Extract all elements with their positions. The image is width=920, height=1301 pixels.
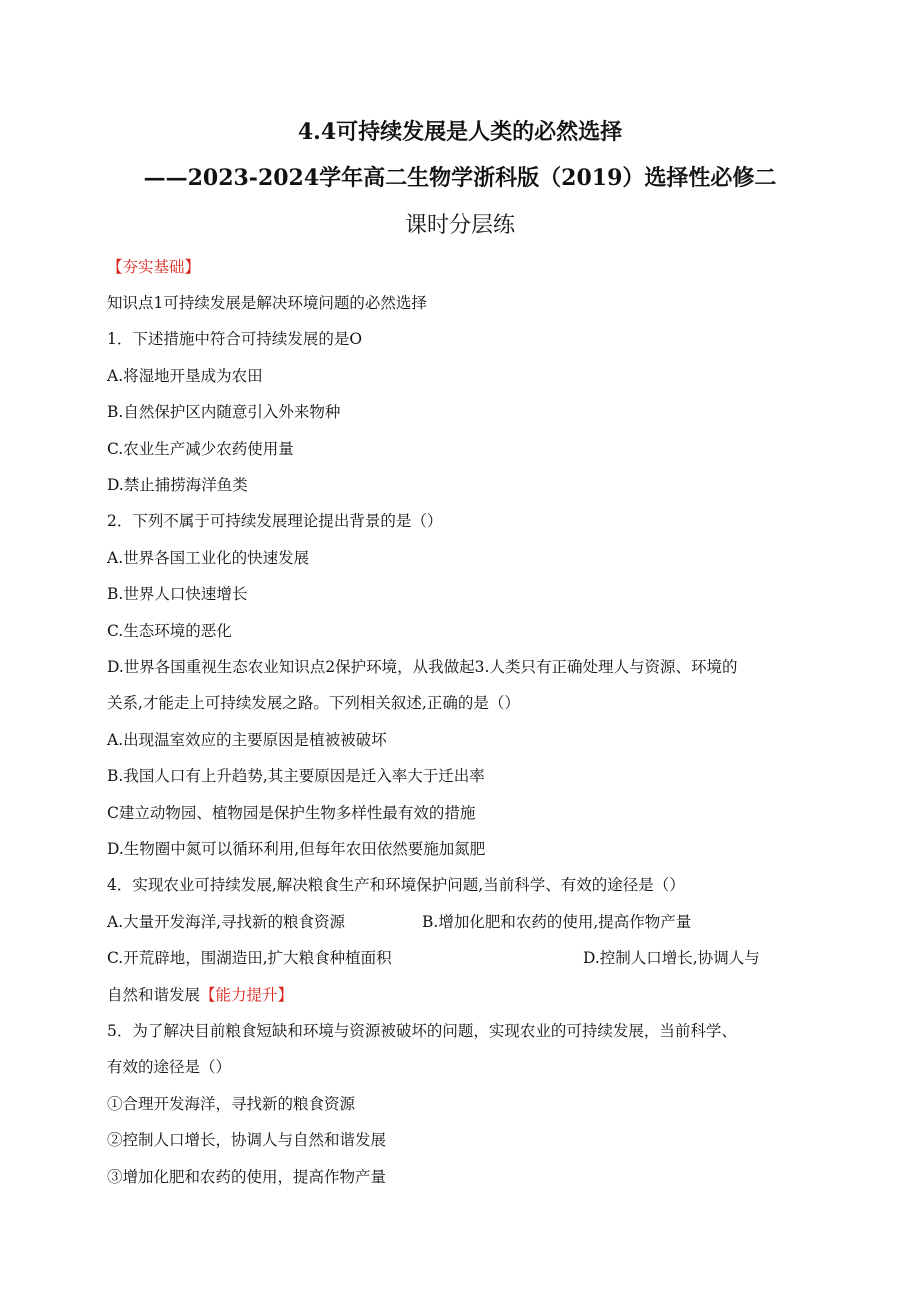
question-2-option-b: B.世界人口快速增长 bbox=[107, 585, 248, 603]
knowledge-point-1: 知识点1可持续发展是解决环境问题的必然选择 bbox=[107, 294, 427, 312]
question-3-option-d: D.生物圈中氮可以循环利用,但每年农田依然要施加氮肥 bbox=[107, 840, 486, 858]
question-3-stem: 关系,才能走上可持续发展之路。下列相关叙述,正确的是（） bbox=[107, 694, 520, 712]
section-basic-heading: 【夯实基础】 bbox=[107, 258, 201, 276]
question-4-stem: 4．实现农业可持续发展,解决粮食生产和环境保护问题,当前科学、有效的途径是（） bbox=[107, 876, 685, 894]
question-4-option-d-cont-text: 自然和谐发展 bbox=[107, 986, 201, 1004]
question-1-option-a: A.将湿地开垦成为农田 bbox=[107, 367, 263, 385]
question-5-option-2: ②控制人口增长，协调人与自然和谐发展 bbox=[107, 1131, 387, 1149]
question-4-option-d: D.控制人口增长,协调人与 bbox=[583, 949, 760, 967]
question-4-option-b: B.增加化肥和农药的使用,提高作物产量 bbox=[422, 913, 692, 931]
question-4-option-c: C.开荒辟地，围湖造田,扩大粮食种植面积 bbox=[107, 949, 392, 967]
page-title-line1: 4.4可持续发展是人类的必然选择 bbox=[297, 119, 623, 145]
page-title-line3: 课时分层练 bbox=[404, 213, 515, 238]
question-1-option-b: B.自然保护区内随意引入外来物种 bbox=[107, 403, 341, 421]
question-3-option-b: B.我国人口有上升趋势,其主要原因是迁入率大于迁出率 bbox=[107, 767, 485, 785]
question-1-option-d: D.禁止捕捞海洋鱼类 bbox=[107, 476, 248, 494]
section-ability-heading: 【能力提升】 bbox=[200, 986, 294, 1004]
question-1-option-c: C.农业生产减少农药使用量 bbox=[107, 440, 294, 458]
question-5-option-1: ①合理开发海洋，寻找新的粮食资源 bbox=[107, 1095, 356, 1113]
question-4-option-d-continued bbox=[107, 983, 293, 1005]
question-3-option-a: A.出现温室效应的主要原因是植被被破坏 bbox=[107, 731, 387, 749]
question-4-option-a: A.大量开发海洋,寻找新的粮食资源 bbox=[107, 913, 346, 931]
question-5-stem-continued: 有效的途径是（） bbox=[107, 1058, 232, 1076]
question-5-stem: 5．为了解决目前粮食短缺和环境与资源被破坏的问题，实现农业的可持续发展，当前科学、 bbox=[107, 1022, 737, 1040]
question-2-option-a: A.世界各国工业化的快速发展 bbox=[107, 549, 310, 567]
question-2-stem: 2．下列不属于可持续发展理论提出背景的是（） bbox=[107, 512, 443, 530]
question-3-option-c: C建立动物园、植物园是保护生物多样性最有效的措施 bbox=[107, 804, 476, 822]
question-5-option-3: ③增加化肥和农药的使用，提高作物产量 bbox=[107, 1168, 387, 1186]
question-1-stem: 1．下述措施中符合可持续发展的是O bbox=[107, 330, 363, 348]
question-2-option-d: D.世界各国重视生态农业知识点2保护环境，从我做起3.人类只有正确处理人与资源、环境的 bbox=[107, 658, 738, 676]
question-2-option-c: C.生态环境的恶化 bbox=[107, 622, 232, 640]
page-title-line2: ——2023-2024学年高二生物学浙科版（2019）选择性必修二 bbox=[143, 165, 777, 191]
